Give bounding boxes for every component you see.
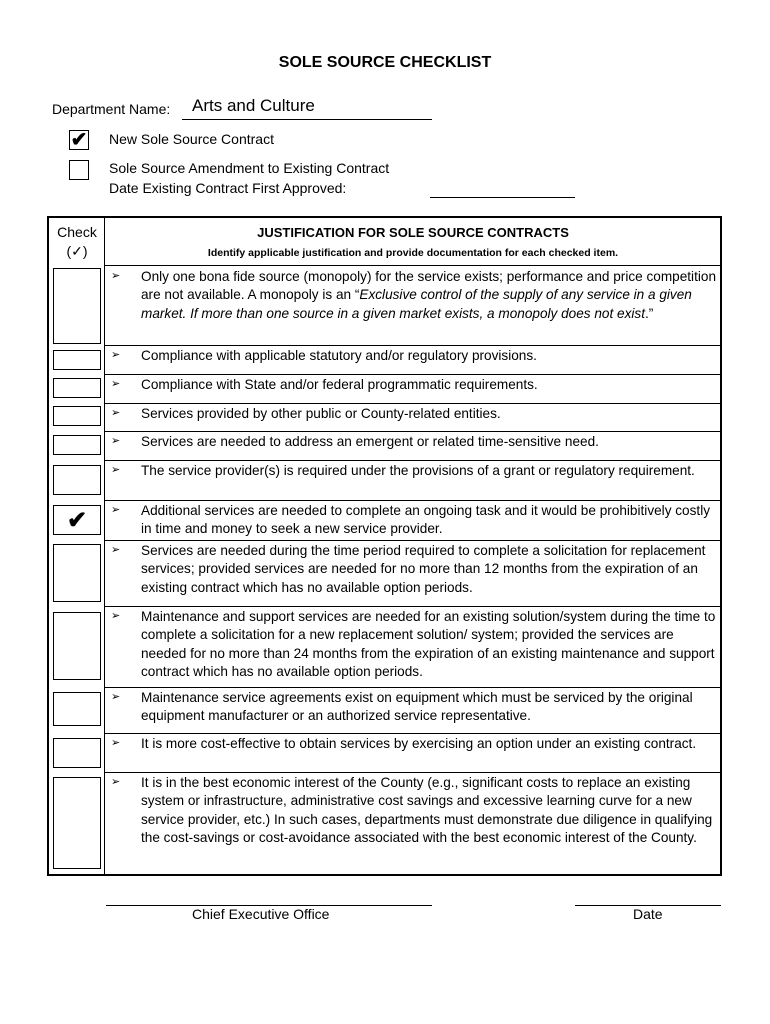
justification-checkbox-5[interactable] bbox=[53, 435, 101, 455]
bullet-icon: ➢ bbox=[111, 435, 121, 447]
check-header-mark: (✓) bbox=[66, 243, 88, 259]
row-divider bbox=[104, 733, 722, 734]
check-column-header bbox=[49, 223, 105, 261]
date-first-approved-label: Date Existing Contract First Approved: bbox=[109, 180, 347, 196]
justification-text-2 bbox=[141, 347, 719, 365]
bullet-icon: ➢ bbox=[111, 544, 121, 556]
justification-text-main: Compliance with applicable statutory and/or regulatory provisions. bbox=[141, 348, 537, 363]
justification-text-main: It is in the best economic interest of the County (e.g., significant costs to replace an existing system or infrastructure, administrative cost savings and excessive learning curve for a new service provider, etc.) In such cases, departments must demonstrate due diligence in qualifying the cost-savings or cost-avoidance associated with the best economic interest of the County. bbox=[141, 775, 713, 845]
monopoly-definition: Exclusive control of the supply of any service in a given market. If more than one source in a given market exists, a monopoly does not exist bbox=[141, 287, 692, 321]
row-divider bbox=[104, 460, 722, 461]
row-divider bbox=[104, 772, 722, 773]
justification-checkbox-4[interactable] bbox=[53, 406, 101, 426]
bullet-icon: ➢ bbox=[111, 737, 121, 749]
justification-text-main: Additional services are needed to complete an ongoing task and it would be prohibitively costly in time and money to seek a new service provider. bbox=[141, 503, 711, 537]
justification-text-tail: .” bbox=[644, 305, 654, 321]
justification-checkbox-9[interactable] bbox=[53, 612, 101, 680]
bullet-icon: ➢ bbox=[111, 610, 121, 622]
date-first-approved-field[interactable] bbox=[430, 197, 575, 198]
department-field[interactable]: Arts and Culture bbox=[192, 96, 315, 115]
justification-checkbox-10[interactable] bbox=[53, 692, 101, 726]
justification-text-6 bbox=[141, 462, 719, 480]
justification-text-main: Maintenance and support services are needed for an existing solution/system during the time to complete a solicitation for a new replacement solution/ system; provided the services are needed for no more than 24 months from the expiration of an existing maintenance and support contract which has no available option periods. bbox=[141, 609, 716, 679]
row-divider bbox=[104, 500, 722, 501]
row-divider bbox=[104, 374, 722, 375]
justification-subheading: Identify applicable justification and provide documentation for each checked item. bbox=[207, 247, 619, 259]
justification-text-4 bbox=[141, 405, 719, 423]
page-title: SOLE SOURCE CHECKLIST bbox=[278, 54, 492, 71]
justification-text-12 bbox=[141, 774, 719, 847]
bullet-icon: ➢ bbox=[111, 378, 121, 390]
signature-date-label: Date bbox=[633, 906, 663, 922]
amendment-label: Sole Source Amendment to Existing Contract bbox=[109, 160, 390, 176]
justification-checkbox-11[interactable] bbox=[53, 738, 101, 768]
header-divider bbox=[104, 265, 722, 266]
bullet-icon: ➢ bbox=[111, 349, 121, 361]
justification-checkbox-1[interactable] bbox=[53, 268, 101, 344]
justification-text-main: Only one bona fide source (monopoly) for the service exists; performance and price competition are not available. A monopoly is an “ bbox=[141, 269, 716, 303]
justification-checkbox-3[interactable] bbox=[53, 378, 101, 398]
justification-text-5 bbox=[141, 433, 719, 451]
bullet-icon: ➢ bbox=[111, 504, 121, 516]
check-column-divider bbox=[104, 216, 105, 876]
department-label: Department Name: bbox=[52, 101, 171, 117]
justification-text-11 bbox=[141, 735, 719, 753]
bullet-icon: ➢ bbox=[111, 270, 121, 282]
row-divider bbox=[104, 403, 722, 404]
new-contract-label: New Sole Source Contract bbox=[109, 131, 274, 147]
row-divider bbox=[104, 431, 722, 432]
justification-text-9 bbox=[141, 608, 719, 681]
justification-checkbox-2[interactable] bbox=[53, 350, 101, 370]
justification-text-main: The service provider(s) is required under the provisions of a grant or regulatory requirement. bbox=[141, 463, 695, 478]
justification-checkbox-6[interactable] bbox=[53, 465, 101, 495]
bullet-icon: ➢ bbox=[111, 776, 121, 788]
justification-text-8 bbox=[141, 542, 719, 597]
justification-text-main: It is more cost-effective to obtain services by exercising an option under an existing contract. bbox=[141, 736, 697, 751]
justification-text-main: Services are needed during the time period required to complete a solicitation for replacement services; provided services are needed for no more than 12 months from the expiration of an existing contract which has no available option periods. bbox=[141, 543, 706, 595]
justification-text-1 bbox=[141, 268, 719, 323]
check-header-label: Check bbox=[57, 224, 97, 240]
row-divider bbox=[104, 540, 722, 541]
row-divider bbox=[104, 345, 722, 346]
new-contract-checkbox[interactable]: ✔ bbox=[70, 129, 88, 151]
justification-checkbox-8[interactable] bbox=[53, 544, 101, 602]
justification-checkbox-12[interactable] bbox=[53, 777, 101, 869]
bullet-icon: ➢ bbox=[111, 464, 121, 476]
justification-text-main: Services provided by other public or County-related entities. bbox=[141, 406, 501, 421]
bullet-icon: ➢ bbox=[111, 691, 121, 703]
amendment-checkbox[interactable] bbox=[69, 160, 89, 180]
bullet-icon: ➢ bbox=[111, 407, 121, 419]
department-underline bbox=[182, 119, 432, 120]
justification-text-7 bbox=[141, 502, 719, 539]
justification-text-3 bbox=[141, 376, 719, 394]
justification-heading: JUSTIFICATION FOR SOLE SOURCE CONTRACTS bbox=[257, 225, 569, 240]
justification-checkbox-7[interactable]: ✔ bbox=[53, 505, 101, 535]
chief-executive-office-label: Chief Executive Office bbox=[192, 906, 330, 922]
justification-text-main: Compliance with State and/or federal programmatic requirements. bbox=[141, 377, 538, 392]
row-divider bbox=[104, 606, 722, 607]
justification-text-10 bbox=[141, 689, 719, 726]
justification-text-main: Services are needed to address an emergent or related time-sensitive need. bbox=[141, 434, 599, 449]
justification-text-main: Maintenance service agreements exist on equipment which must be serviced by the original equipment manufacturer or an authorized service representative. bbox=[141, 690, 693, 724]
row-divider bbox=[104, 687, 722, 688]
